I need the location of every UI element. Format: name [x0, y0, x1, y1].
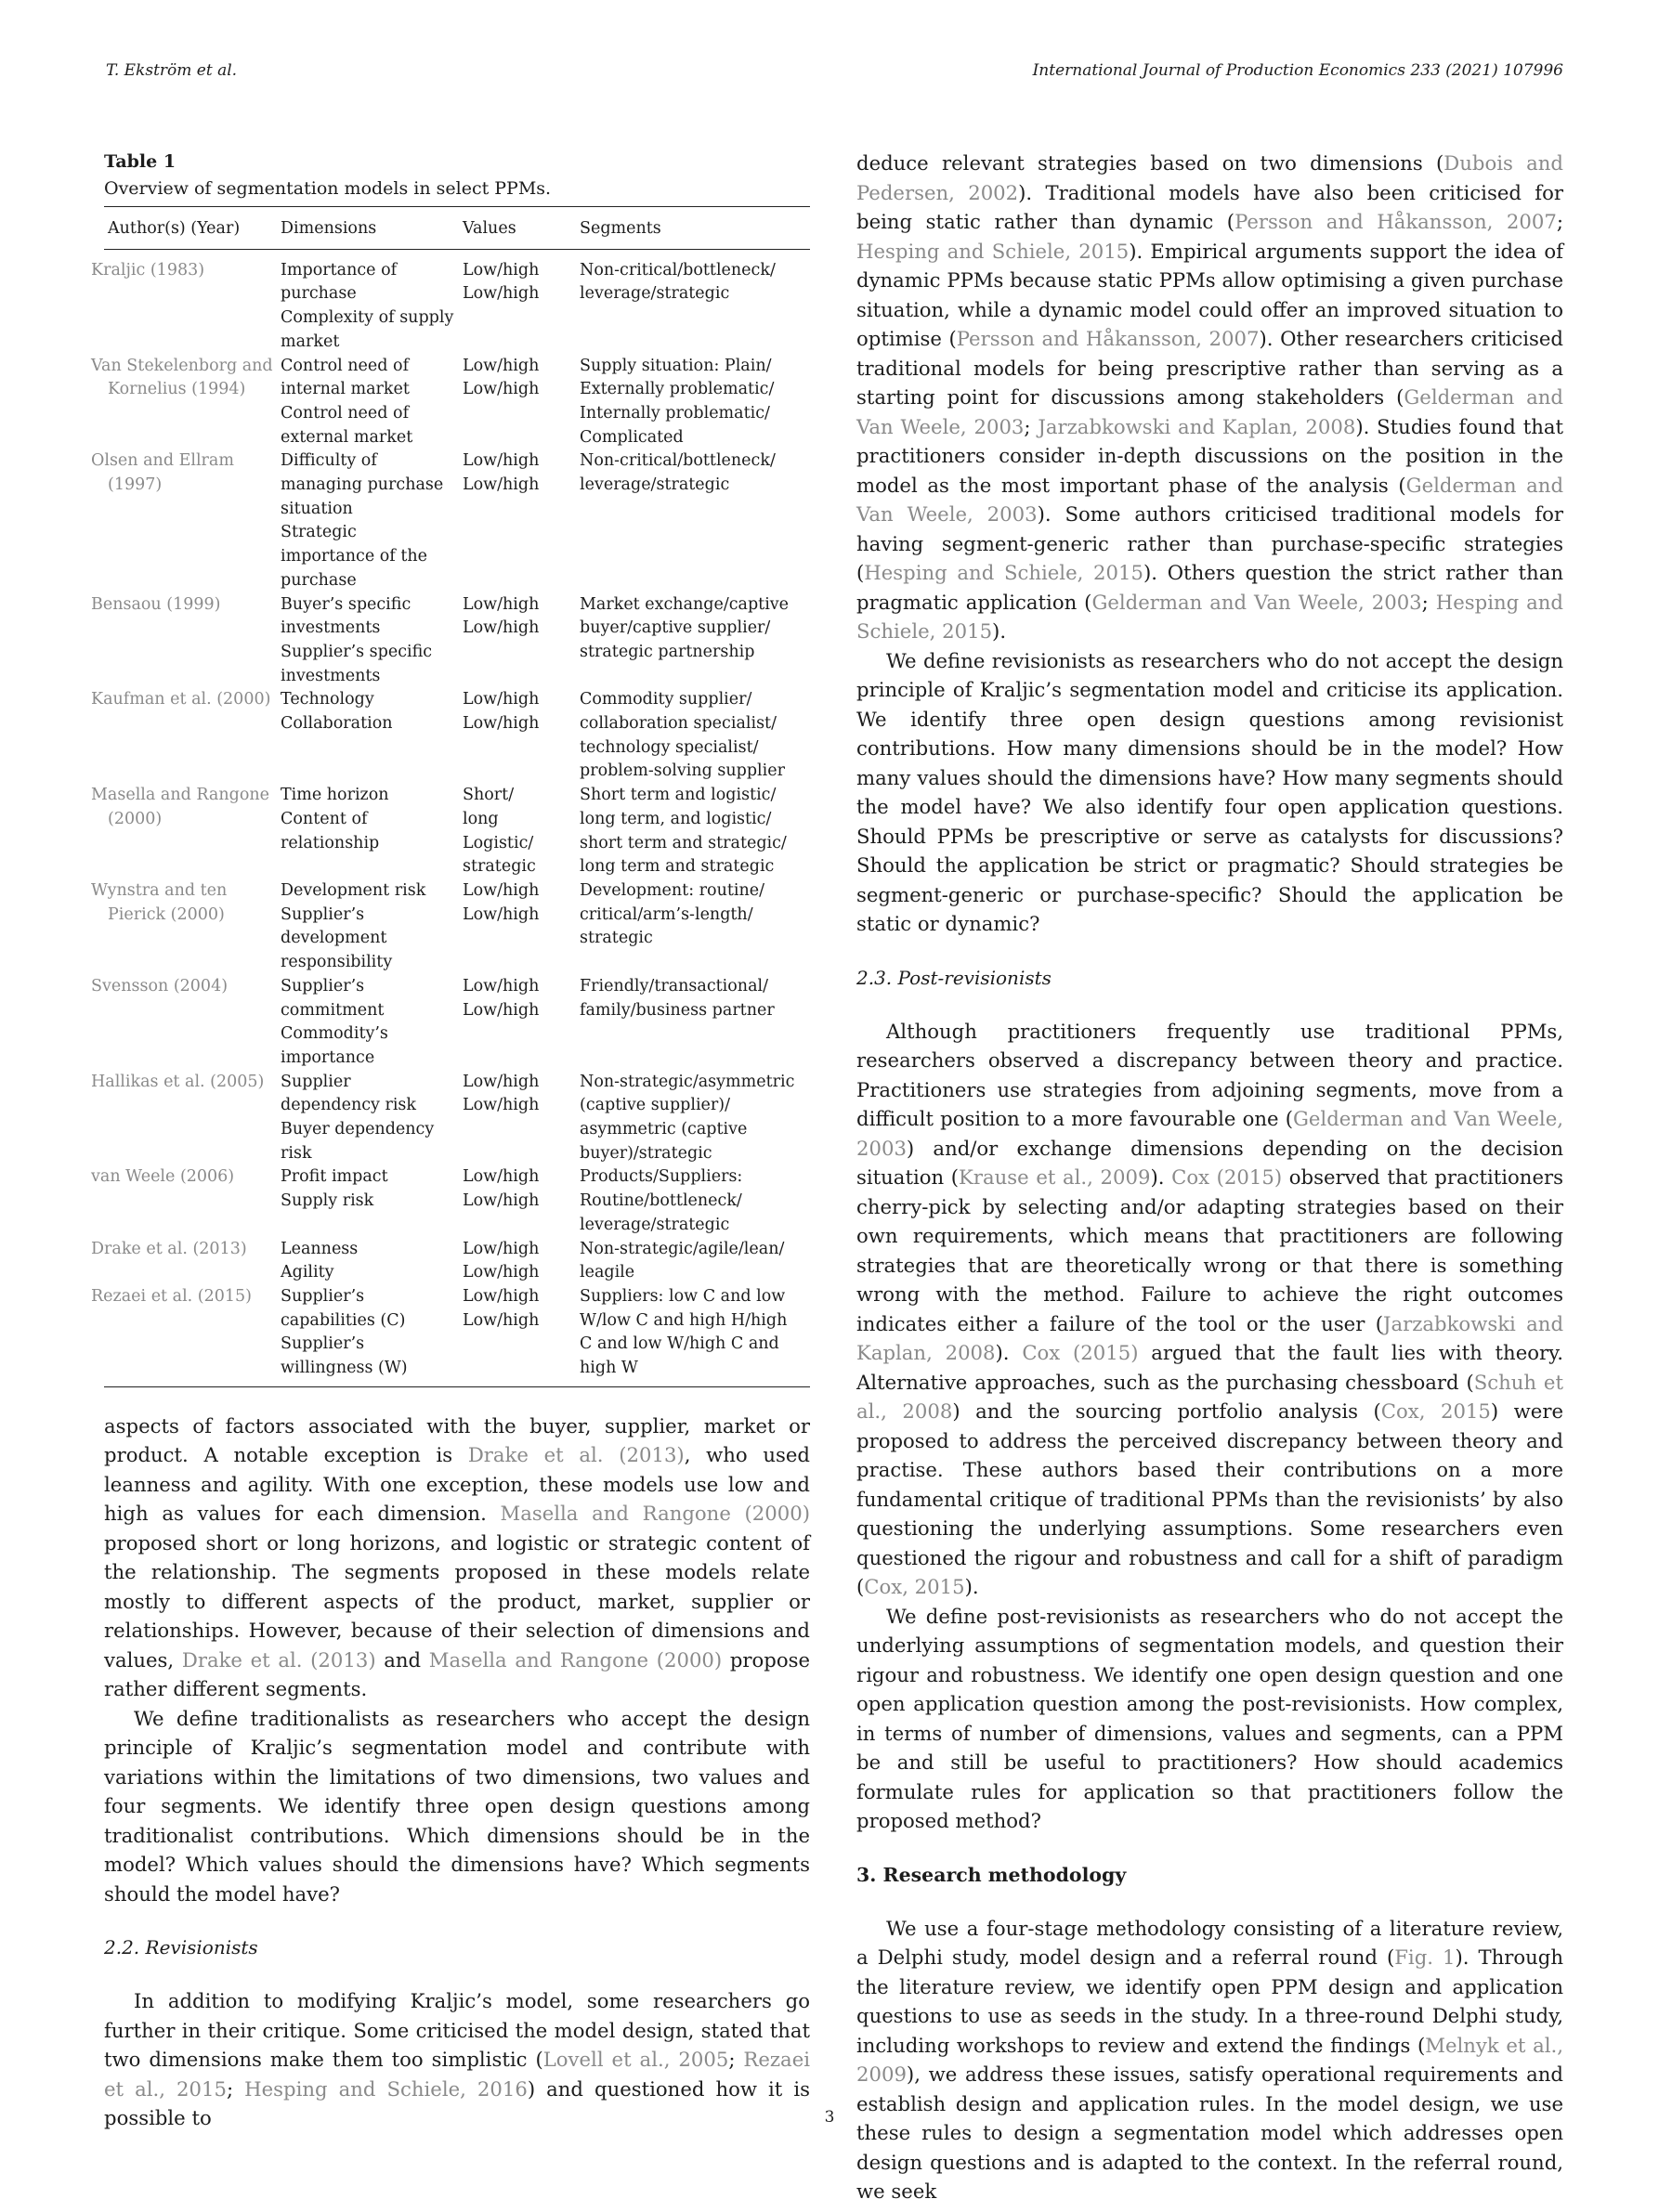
table-title: Overview of segmentation models in select PPMs. — [104, 178, 552, 199]
table-row — [104, 1071, 810, 1166]
paragraph-text: ; — [728, 2048, 744, 2072]
dimensions-cell: Supplier’s commitment Commodity’s importance — [281, 976, 388, 1067]
table-header-row — [104, 207, 810, 250]
citation-link[interactable]: Hesping and Schiele, 2016 — [244, 2076, 528, 2101]
citation-link[interactable]: Gelderman and Van Weele, 2003 — [856, 385, 1563, 438]
left-body-text — [104, 1412, 810, 1909]
section-heading-2-2: 2.2. Revisionists — [104, 1936, 258, 1959]
values-cell: Short/ long Logistic/ strategic — [463, 786, 536, 877]
paragraph-text: We define revisionists as researchers who do not accept the design principle of Kraljic’s segmentation model and criticise its application. We identify three open design questions among revisionist contributions. How many dimensions should be in the model? How many values should the dimensions have? How many segments should the model have? We also identify four open application questions. Should PPMs be prescriptive or serve as catalysts for discussions? Should the application be strict or pragmatic? Should strategies be segment-generic or purchase-specific? Should the application be static or dynamic? — [856, 648, 1563, 935]
paragraph-text: ). Through the literature review, we identify open PPM design and application questions to use as seeds in the study. In a three-round Delphi study, including workshops to review and extend the findings ( — [856, 1945, 1563, 2057]
paragraph-text: ). Traditional models have also been criticised for being static rather than dynamic ( — [856, 180, 1563, 233]
table-row — [104, 249, 810, 354]
paragraph-text: We use a four-stage methodology consisting of a literature review, a Delphi study, model design and a referral round ( — [856, 1916, 1563, 1969]
author-cell: Hallikas et al. (2005) — [91, 1072, 265, 1091]
dimensions-cell: Time horizon Content of relationship — [281, 786, 389, 852]
citation-link[interactable]: Drake et al. (2013) — [181, 1647, 376, 1672]
paragraph-text: ; — [1556, 210, 1563, 233]
table-body — [91, 249, 810, 1386]
segments-cell: Products/Suppliers: Routine/bottleneck/ leverage/strategic — [580, 1167, 743, 1234]
segments-cell: Development: routine/ critical/arm’s-length/ strategic — [580, 880, 765, 948]
dimensions-cell: Control need of internal market Control need of external market — [281, 356, 413, 447]
citation-link[interactable]: Hesping and Schiele, 2015 — [856, 239, 1130, 263]
paragraph-text: ; — [226, 2076, 245, 2101]
right-column — [856, 149, 1563, 2206]
citation-link[interactable]: Masella and Rangone (2000) — [500, 1502, 810, 1526]
header-values: Values — [459, 207, 576, 250]
table-row — [104, 1165, 810, 1237]
values-cell: Low/high Low/high — [463, 1167, 540, 1211]
paragraph-text: ) and/or exchange dimensions depending on the decision situation ( — [856, 1136, 1563, 1189]
paragraph-text: ) and questioned how it is possible to — [104, 2076, 811, 2130]
author-cell: Olsen and Ellram (1997) — [91, 451, 234, 495]
paragraph-text: We define traditionalists as researchers who accept the design principle of Kraljic’s segmentation model and contribute with variations within the limitations of two dimensions, two values and four segments. We identify three open design questions among traditionalist contributions. Which dimensions should be in the model? Which values should the dimensions have? Which segments should the model have? — [104, 1706, 810, 1906]
paragraph-text: Although practitioners frequently use traditional PPMs, researchers observed a discrepancy between theory and practice. Practitioners use strategies from adjoining segments, move from a difficult position to a more favourable one ( — [856, 1019, 1563, 1130]
citation-link[interactable]: Cox, 2015 — [864, 1575, 965, 1598]
paragraph-text: ). — [992, 619, 1007, 643]
dimensions-cell: Supplier dependency risk Buyer dependency risk — [281, 1072, 435, 1163]
dimensions-cell: Development risk Supplier’s development responsibility — [281, 880, 426, 972]
values-cell: Low/high Low/high — [463, 1239, 540, 1282]
dimensions-cell: Difficulty of managing purchase situation Strategic importance of the purchase — [281, 451, 444, 590]
body-paragraph — [856, 1017, 1563, 1602]
table-row — [104, 975, 810, 1071]
author-cell: Kraljic (1983) — [91, 260, 205, 280]
paragraph-text: ). — [995, 1341, 1023, 1364]
citation-link[interactable]: Cox (2015) — [1171, 1165, 1283, 1189]
running-header-authors: T. Ekström et al. — [106, 61, 238, 80]
segmentation-table — [91, 206, 810, 1387]
citation-link[interactable]: Dubois and Pedersen, 2002 — [856, 151, 1563, 204]
table-row — [104, 1238, 810, 1285]
table-label: Table 1 — [104, 151, 176, 172]
segments-cell: Friendly/transactional/ family/business partner — [580, 976, 775, 1020]
paragraph-text: argued that the fault lies with theory. Alternative approaches, such as the purchasing chessboard ( — [856, 1341, 1564, 1394]
table-row — [104, 784, 810, 879]
citation-link[interactable]: Jarzabkowski and Kaplan, 2008 — [1038, 414, 1356, 438]
paragraph-text: ), we address these issues, satisfy operational requirements and establish design and application rules. In the model design, we use these rules to design a segmentation model which addresses open design questions and is adapted to the context. In the referral round, we seek — [856, 2062, 1563, 2203]
paragraph-text: ). — [1150, 1165, 1172, 1189]
segments-cell: Supply situation: Plain/ Externally problematic/ Internally problematic/ Complicated — [580, 356, 775, 447]
segments-cell: Non-strategic/asymmetric (captive supplier)/ asymmetric (captive buyer)/strategic — [580, 1072, 795, 1163]
paragraph-text: We define post-revisionists as researchers who do not accept the underlying assumptions of segmentation models, and question their rigour and robustness. We identify one open design question and one open application question among the post-revisionists. How complex, in terms of number of dimensions, values and segments, can a PPM be and still be useful to practitioners? How should academics formulate rules for application so that practitioners follow the proposed method? — [856, 1604, 1563, 1832]
dimensions-cell: Supplier’s capabilities (C) Supplier’s willingness (W) — [277, 1285, 459, 1386]
paragraph-text: proposed short or long horizons, and logistic or strategic content of the relationship. The segments proposed in these models relate mostly to different aspects of the product, market, supplier or relationships. However, because of their selection of dimensions and values, — [104, 1530, 810, 1672]
table-row — [104, 355, 810, 450]
author-cell: Wynstra and ten Pierick (2000) — [91, 880, 228, 924]
values-cell: Low/high Low/high — [463, 1072, 540, 1115]
paragraph-text: ) were proposed to address the perceived discrepancy between theory and practise. These authors based their contributions on a more fundamental critique of traditional PPMs than the revisionists’ by also questioning the underlying assumptions. Some researchers even questioned the rigour and robustness and call for a shift of paradigm ( — [856, 1399, 1564, 1598]
dimensions-cell: Buyer’s specific investments Supplier’s specific investments — [281, 594, 433, 685]
citation-link[interactable]: Lovell et al., 2005 — [542, 2048, 729, 2072]
citation-link[interactable]: Melnyk et al., 2009 — [856, 2033, 1563, 2086]
header-segments: Segments — [576, 207, 810, 250]
paragraph-text: and — [375, 1647, 429, 1672]
dimensions-cell: Profit impact Supply risk — [281, 1167, 388, 1211]
segments-cell: Non-critical/bottleneck/ leverage/strategic — [580, 451, 776, 495]
body-paragraph — [856, 1602, 1563, 1836]
paragraph-text: ) and the sourcing portfolio analysis ( — [952, 1399, 1381, 1423]
citation-link[interactable]: Rezaei et al., 2015 — [104, 2048, 811, 2101]
author-cell: Bensaou (1999) — [91, 594, 221, 614]
values-cell: Low/high Low/high — [463, 356, 540, 399]
citation-link[interactable]: Gelderman and Van Weele, 2003 — [856, 1107, 1563, 1160]
dimensions-cell: Technology Collaboration — [281, 690, 393, 734]
paragraph-text: ; — [1421, 590, 1436, 614]
values-cell: Low/high Low/high — [463, 451, 540, 495]
paragraph-text: deduce relevant strategies based on two dimensions ( — [856, 151, 1444, 175]
body-paragraph — [856, 1914, 1563, 2206]
segments-cell: Commodity supplier/ collaboration specialist/ technology specialist/ problem-solving supplier — [580, 690, 785, 781]
author-cell: Masella and Rangone (2000) — [91, 786, 269, 828]
citation-link[interactable]: Cox (2015) — [1022, 1341, 1139, 1364]
paragraph-text: ). Empirical arguments support the idea of dynamic PPMs because static PPMs allow optimising a given purchase situation, while a dynamic model could offer an improved situation to optimise ( — [856, 239, 1564, 350]
segments-cell: Short term and logistic/ long term, and logistic/ short term and strategic/ long term and strategic — [580, 786, 787, 877]
table-row — [104, 688, 810, 784]
paragraph-text: aspects of factors associated with the buyer, supplier, market or product. A notable exception is — [104, 1413, 810, 1467]
dimensions-cell: Leanness Agility — [281, 1239, 359, 1282]
section-heading-3: 3. Research methodology — [856, 1863, 1127, 1886]
body-paragraph — [104, 1412, 810, 1704]
citation-link[interactable]: Gelderman and Van Weele, 2003 — [1091, 590, 1422, 614]
section-heading-2-3: 2.3. Post-revisionists — [856, 966, 1052, 989]
paragraph-text: ). — [964, 1575, 979, 1598]
author-cell: van Weele (2006) — [91, 1167, 235, 1187]
body-paragraph — [856, 646, 1563, 939]
values-cell: Low/high Low/high — [463, 260, 540, 304]
citation-link[interactable]: Jarzabkowski and Kaplan, 2008 — [856, 1311, 1564, 1364]
citation-link[interactable]: Persson and Håkansson, 2007 — [1234, 210, 1557, 233]
author-cell: Van Stekelenborg and Kornelius (1994) — [91, 356, 273, 399]
table-row — [104, 879, 810, 975]
paragraph-text: propose rather different segments. — [104, 1647, 811, 1701]
table-row — [104, 1285, 810, 1386]
body-paragraph — [856, 149, 1563, 646]
paragraph-text: , who used leanness and agility. With one exception, these models use low and high as values for each dimension. — [104, 1443, 810, 1526]
author-cell: Kaufman et al. (2000) — [91, 690, 271, 709]
paragraph-text: ). Some authors criticised traditional models for having segment-generic rather than purchase-specific strategies ( — [856, 502, 1563, 584]
segments-cell: Market exchange/captive buyer/captive supplier/ strategic partnership — [580, 594, 790, 661]
body-paragraph — [104, 1704, 810, 1909]
author-cell: Svensson (2004) — [91, 976, 229, 995]
paragraph-text: observed that practitioners cherry-pick by selecting and/or adapting strategies based on their own requirements, which means that practitioners are following strategies that are theoretically wrong or that there is something wrong with the method. Failure to achieve the right outcomes indicates either a failure of the tool or the user ( — [856, 1165, 1563, 1335]
citation-link[interactable]: Hesping and Schiele, 2015 — [864, 561, 1143, 584]
paragraph-text: ). Others question the strict rather than pragmatic application ( — [856, 561, 1563, 614]
header-dimensions: Dimensions — [277, 207, 459, 250]
paragraph-text: ). Other researchers criticised traditional models for being prescriptive rather than serving as a starting point for discussions among stakeholders ( — [856, 327, 1563, 409]
citation-link[interactable]: Drake et al. (2013) — [467, 1443, 685, 1467]
citation-link[interactable]: Krause et al., 2009 — [959, 1165, 1151, 1189]
table-row — [104, 449, 810, 592]
segments-cell: Suppliers: low C and low W/low C and high H/high C and low W/high C and high W — [576, 1285, 810, 1386]
left-column — [91, 149, 811, 2133]
author-cell: Rezaei et al. (2015) — [104, 1285, 277, 1386]
values-cell: Low/high Low/high — [463, 880, 540, 924]
table-row — [104, 593, 810, 689]
right-body-text — [856, 149, 1563, 939]
citation-link[interactable]: Persson and Håkansson, 2007 — [956, 327, 1260, 350]
citation-link[interactable]: Gelderman and Van Weele, 2003 — [856, 473, 1564, 526]
citation-link[interactable]: Fig. 1 — [1394, 1945, 1456, 1969]
citation-link[interactable]: Hesping and Schiele, 2015 — [856, 590, 1563, 643]
citation-link[interactable]: Cox, 2015 — [1380, 1399, 1491, 1423]
running-header-journal: International Journal of Production Economics 233 (2021) 107996 — [1032, 61, 1563, 80]
paragraph-text: In addition to modifying Kraljic’s model, some researchers go further in their critique. Some criticised the model design, stated that two dimensions make them too simplistic ( — [104, 1989, 810, 2072]
table-caption — [104, 149, 810, 202]
values-cell: Low/high Low/high — [463, 976, 540, 1020]
values-cell: Low/high Low/high — [463, 690, 540, 734]
segments-cell: Non-critical/bottleneck/ leverage/strategic — [580, 260, 776, 304]
author-cell: Drake et al. (2013) — [91, 1239, 247, 1258]
values-cell: Low/high Low/high — [463, 594, 540, 638]
dimensions-cell: Importance of purchase Complexity of supply market — [281, 260, 454, 351]
paragraph-text: ; — [1024, 414, 1039, 438]
post-revisionists-text — [856, 1017, 1563, 1836]
methodology-text — [856, 1914, 1563, 2206]
page-number: 3 — [824, 2108, 835, 2127]
citation-link[interactable]: Schuh et al., 2008 — [856, 1370, 1563, 1423]
citation-link[interactable]: Masella and Rangone (2000) — [428, 1647, 723, 1672]
header-authors: Author(s) (Year) — [104, 207, 277, 250]
values-cell: Low/high Low/high — [459, 1285, 576, 1386]
paragraph-text: ). Studies found that practitioners consider in-depth discussions on the position in the model as the most important phase of the analysis ( — [856, 414, 1564, 497]
segments-cell: Non-strategic/agile/lean/ leagile — [580, 1239, 785, 1282]
